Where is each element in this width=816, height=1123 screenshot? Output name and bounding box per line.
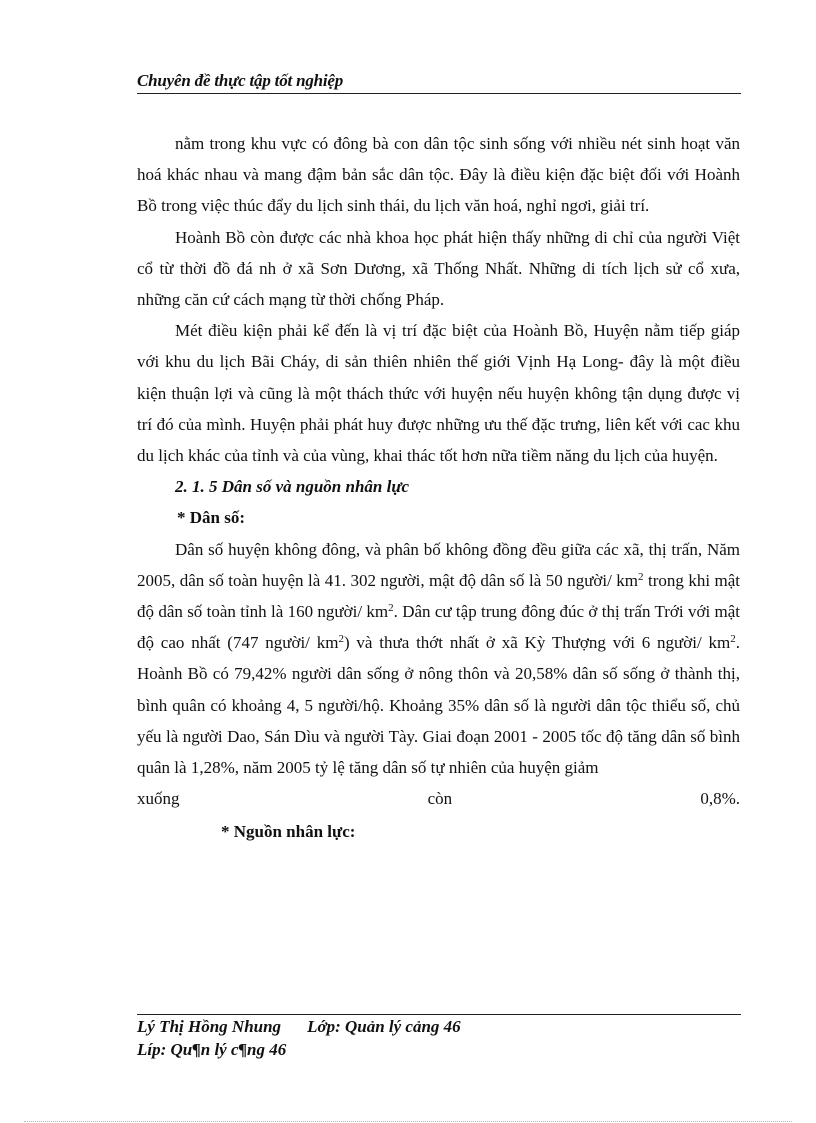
paragraph-population-last-line: [137, 783, 740, 814]
header-title: Chuyên đề thực tập tốt nghiệp: [137, 71, 344, 90]
population-text-1: Dân số huyện không đông, và phân bố không đồng đều giữa các xã, thị trấn, Năm 2005, dân số toàn huyện là 41. 302 người, mật độ dân số là 50 người/ km: [137, 539, 740, 590]
footer-divider: [137, 1014, 741, 1015]
subheading-labor: * Nguồn nhân lực:: [221, 822, 356, 842]
page-header: [137, 71, 741, 94]
superscript: 2: [730, 633, 736, 646]
subheading-population: * Dân số:: [177, 508, 246, 528]
word-xuong: xuống: [137, 789, 180, 809]
population-text-3: . Dân cư tập trung đông đúc ở thị trấn Trới với mật độ cao nhất (747 người/ km: [137, 602, 740, 653]
superscript: 2: [338, 633, 344, 646]
paragraph-population: [137, 534, 740, 784]
paragraph-2: Hoành Bồ còn được các nhà khoa học phát hiện thấy những di chỉ của người Việt cổ từ thời đồ đá nh ở xã Sơn Dương, xã Thống Nhất. Những di tích lịch sử cổ xưa, những căn cứ cách mạng từ thời chống Pháp.: [137, 227, 740, 310]
document-body: [137, 128, 740, 848]
footer-line-2: Líp: Qu¶n lý c¶ng 46: [137, 1040, 287, 1059]
superscript: 2: [388, 602, 394, 615]
footer-line-1: [137, 1017, 461, 1037]
footer-class: Lớp: Quản lý cảng 46: [307, 1017, 461, 1036]
population-text-5: . Hoành Bồ có 79,42% người dân sống ở nông thôn và 20,58% dân số sống ở thành thị, bình quân có khoảng 4, 5 người/hộ. Khoảng 35% dân số là người dân tộc thiểu số, chủ yếu là người Dao, Sán Dìu và người Tày. Giai đoạn 2001 - 2005 tốc độ tăng dân số bình quân là 1,28%, năm 2005 tỷ lệ tăng dân số tự nhiên của huyện giảm: [137, 633, 740, 778]
superscript: 2: [638, 570, 644, 583]
population-text-4: ) và thưa thớt nhất ở xã Kỳ Thượng với 6 người/ km: [343, 633, 731, 653]
footer-author: Lý Thị Hồng Nhung: [137, 1017, 282, 1036]
section-heading: 2. 1. 5 Dân số và nguồn nhân lực: [175, 477, 410, 497]
population-text-2: trong khi mật độ dân số toàn tỉnh là 160 người/ km: [137, 570, 740, 622]
paragraph-3: Mét điều kiện phải kể đến là vị trí đặc biệt của Hoành Bồ, Huyện nằm tiếp giáp với khu du lịch Bãi Cháy, di sản thiên nhiên thế giới Vịnh Hạ Long- đây là một điều kiện thuận lợi và cũng là một thách thức với huyện nếu huyện không tận dụng được vị trí đó của mình. Huyện phải phát huy được những ưu thế đặc trưng, liên kết với cac khu du lịch khác của tỉnh và của vùng, khai thác tốt hơn nữa tiềm năng du lịch của huyện.: [137, 321, 740, 466]
page-bottom-divider: [24, 1121, 792, 1122]
word-con: còn: [427, 789, 453, 809]
word-percent: 0,8%.: [700, 789, 740, 809]
paragraph-1: nằm trong khu vực có đông bà con dân tộc sinh sống với nhiều nét sinh hoạt văn hoá khác nhau và mang đậm bản sắc dân tộc. Đây là điều kiện đặc biệt đối với Hoành Bồ trong việc thúc đẩy du lịch sinh thái, du lịch văn hoá, nghỉ ngơi, giải trí.: [137, 134, 740, 216]
